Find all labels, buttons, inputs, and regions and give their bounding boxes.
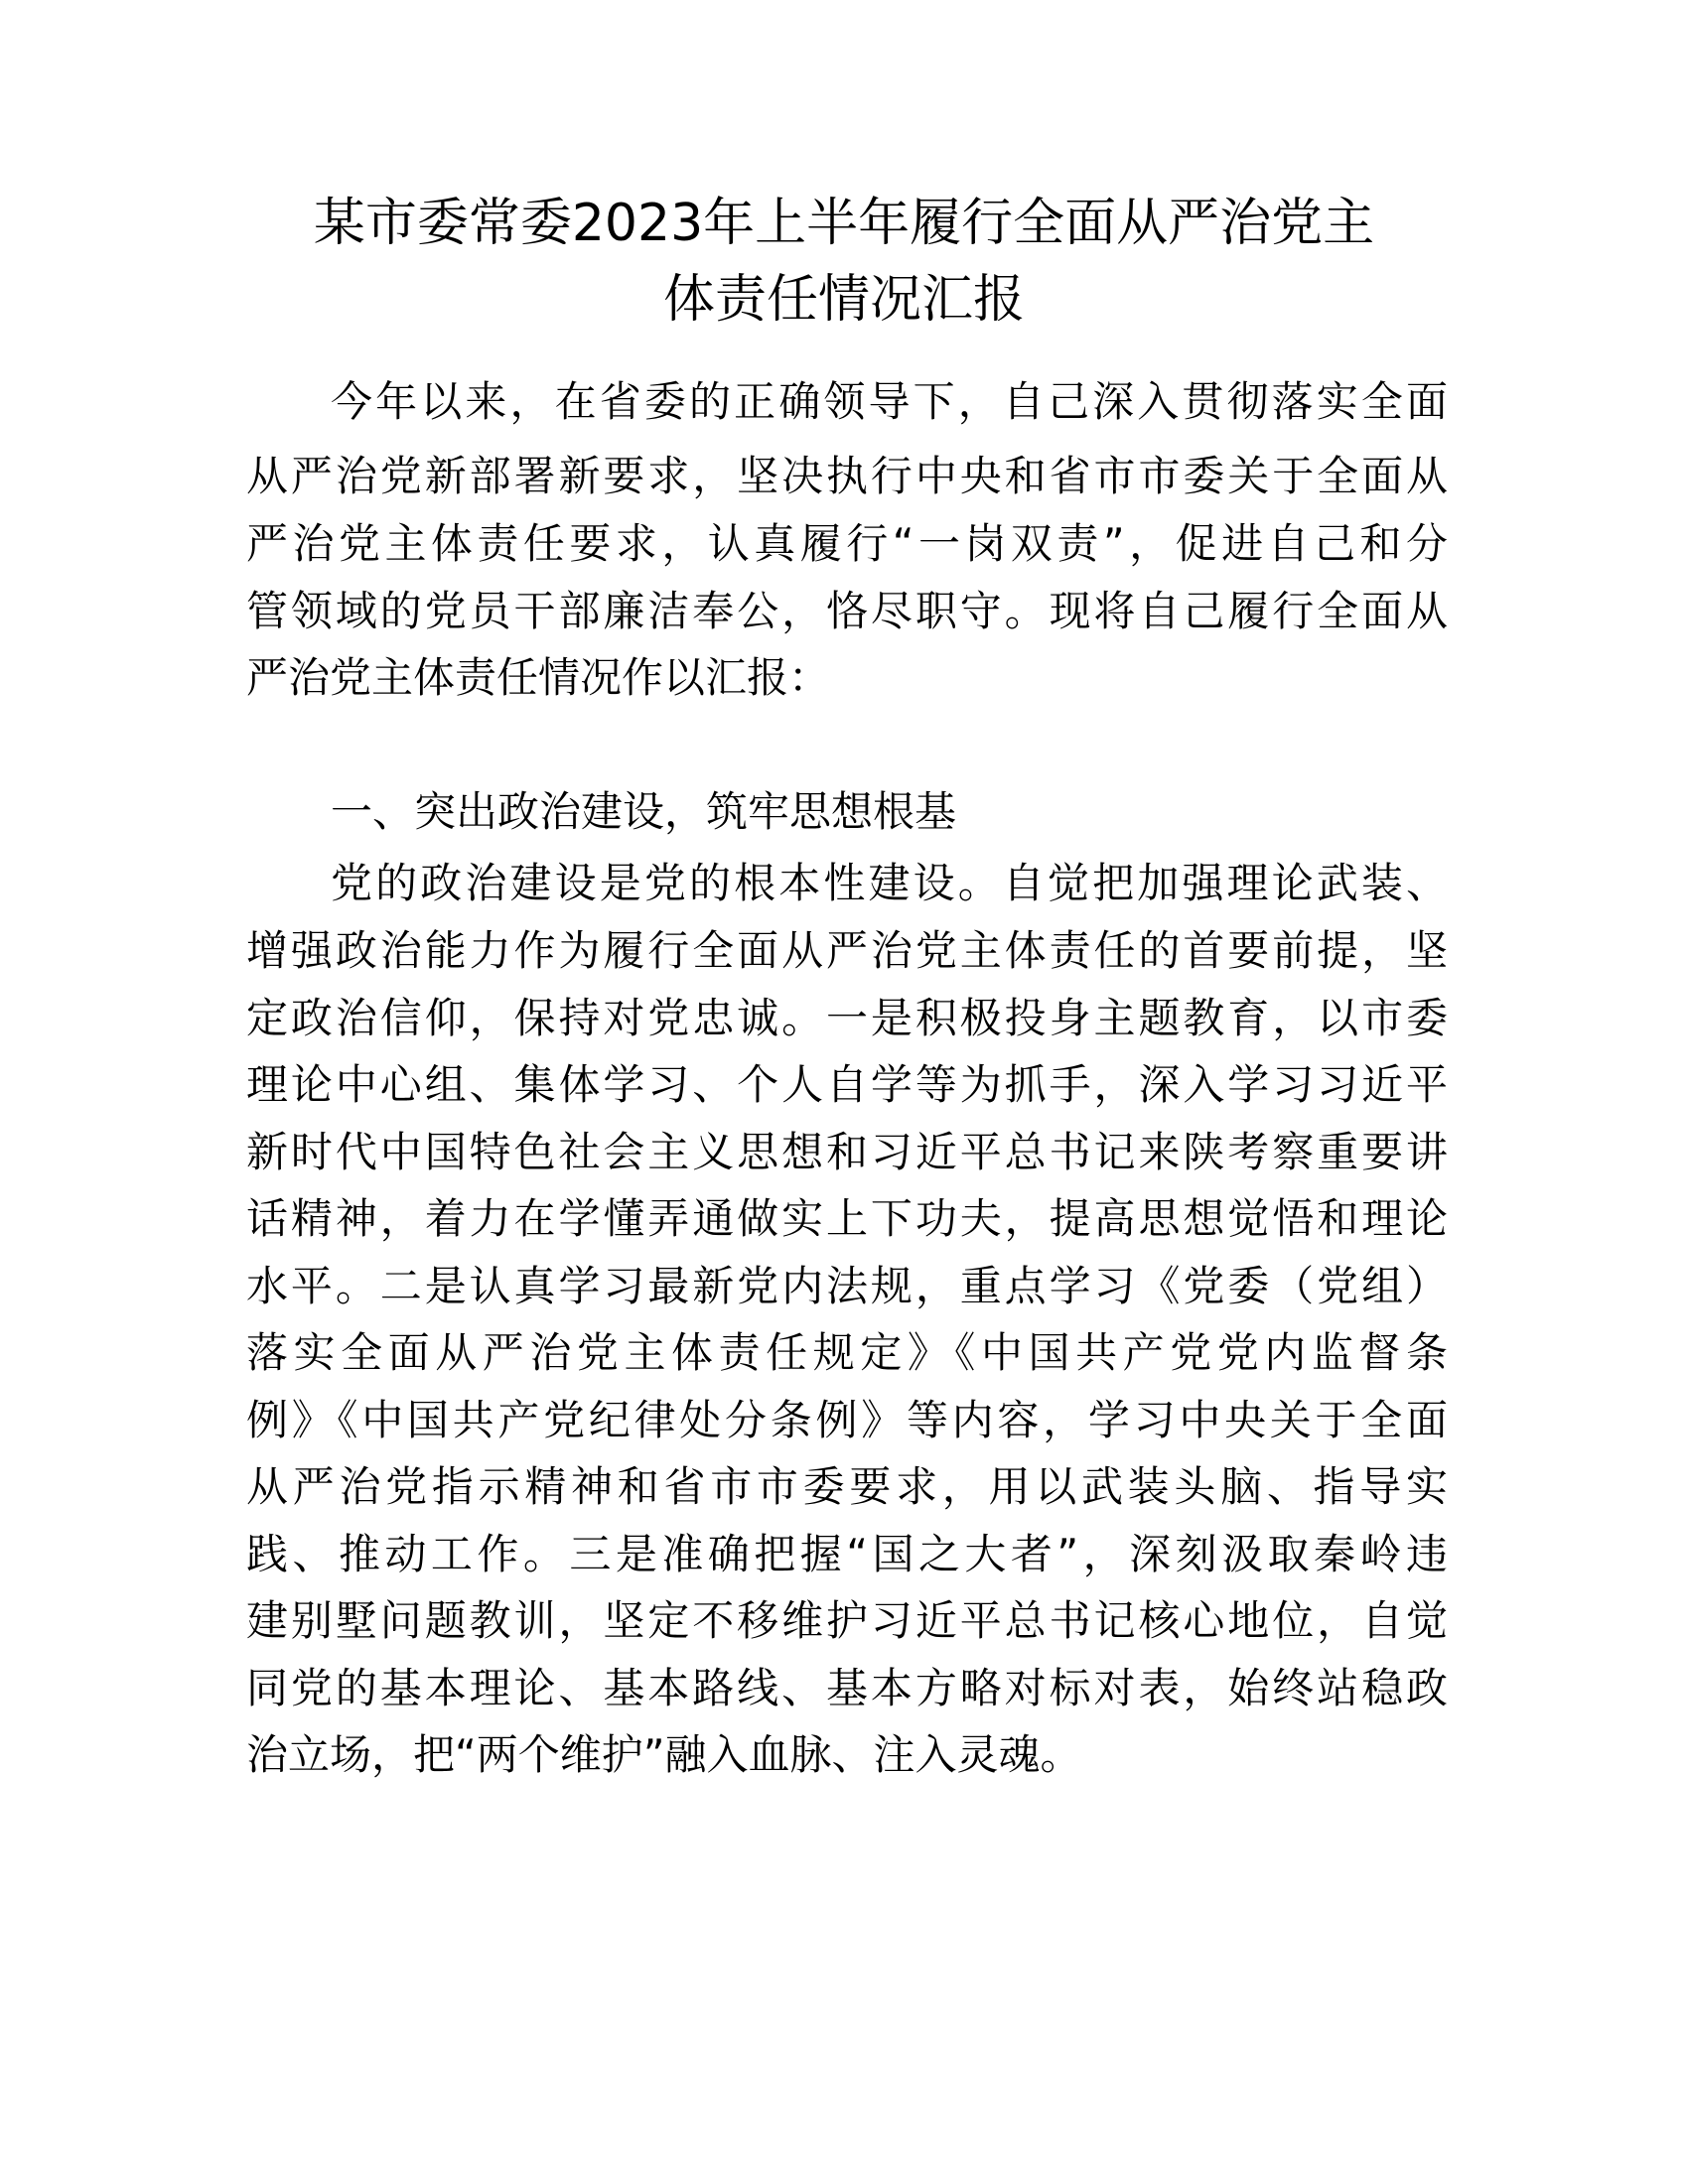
- paragraph-2-line-11: 践、推动工作。三是准确把握“国之大者”，深刻汲取秦岭违: [246, 1530, 1448, 1578]
- section-heading-1: 一、突出政治建设，筑牢思想根基: [331, 787, 957, 836]
- paragraph-1-line-5: 严治党主体责任情况作以汇报：: [246, 653, 831, 702]
- paragraph-2-line-12: 建别墅问题教训，坚定不移维护习近平总书记核心地位，自觉: [246, 1596, 1448, 1645]
- paragraph-2-line-7: 水平。二是认真学习最新党内法规，重点学习《党委（党组）: [246, 1262, 1448, 1310]
- paragraph-2-line-3: 定政治信仰，保持对党忠诚。一是积极投身主题教育，以市委: [246, 994, 1448, 1042]
- paragraph-2-line-13: 同党的基本理论、基本路线、基本方略对标对表，始终站稳政: [246, 1664, 1448, 1712]
- paragraph-1-line-4: 管领域的党员干部廉洁奉公，恪尽职守。现将自己履行全面从: [246, 587, 1448, 635]
- paragraph-1-line-2: 从严治党新部署新要求，坚决执行中央和省市市委关于全面从: [246, 452, 1448, 500]
- paragraph-1-line-1: 今年以来，在省委的正确领导下，自己深入贯彻落实全面: [331, 377, 1448, 426]
- paragraph-2-line-9: 例》《中国共产党纪律处分条例》等内容，学习中央关于全面: [246, 1396, 1448, 1444]
- paragraph-2-line-2: 增强政治能力作为履行全面从严治党主体责任的首要前提，坚: [246, 926, 1448, 975]
- paragraph-2-line-6: 话精神，着力在学懂弄通做实上下功夫，提高思想觉悟和理论: [246, 1194, 1448, 1243]
- paragraph-2-line-14: 治立场，把“两个维护”融入血脉、注入灵魂。: [246, 1730, 1082, 1779]
- paragraph-1-line-3: 严治党主体责任要求，认真履行“一岗双责”，促进自己和分: [246, 519, 1448, 568]
- paragraph-2-line-10: 从严治党指示精神和省市市委要求，用以武装头脑、指导实: [246, 1462, 1448, 1511]
- paragraph-2-line-1: 党的政治建设是党的根本性建设。自觉把加强理论武装、: [331, 859, 1448, 907]
- paragraph-2-line-4: 理论中心组、集体学习、个人自学等为抓手，深入学习习近平: [246, 1060, 1448, 1109]
- document-title-line-2: 体责任情况汇报: [662, 270, 1025, 330]
- paragraph-2-line-8: 落实全面从严治党主体责任规定》《中国共产党党内监督条: [246, 1328, 1448, 1377]
- paragraph-2-line-5: 新时代中国特色社会主义思想和习近平总书记来陕考察重要讲: [246, 1128, 1448, 1176]
- document-title-line-1: 某市委常委2023年上半年履行全面从严治党主: [313, 194, 1375, 253]
